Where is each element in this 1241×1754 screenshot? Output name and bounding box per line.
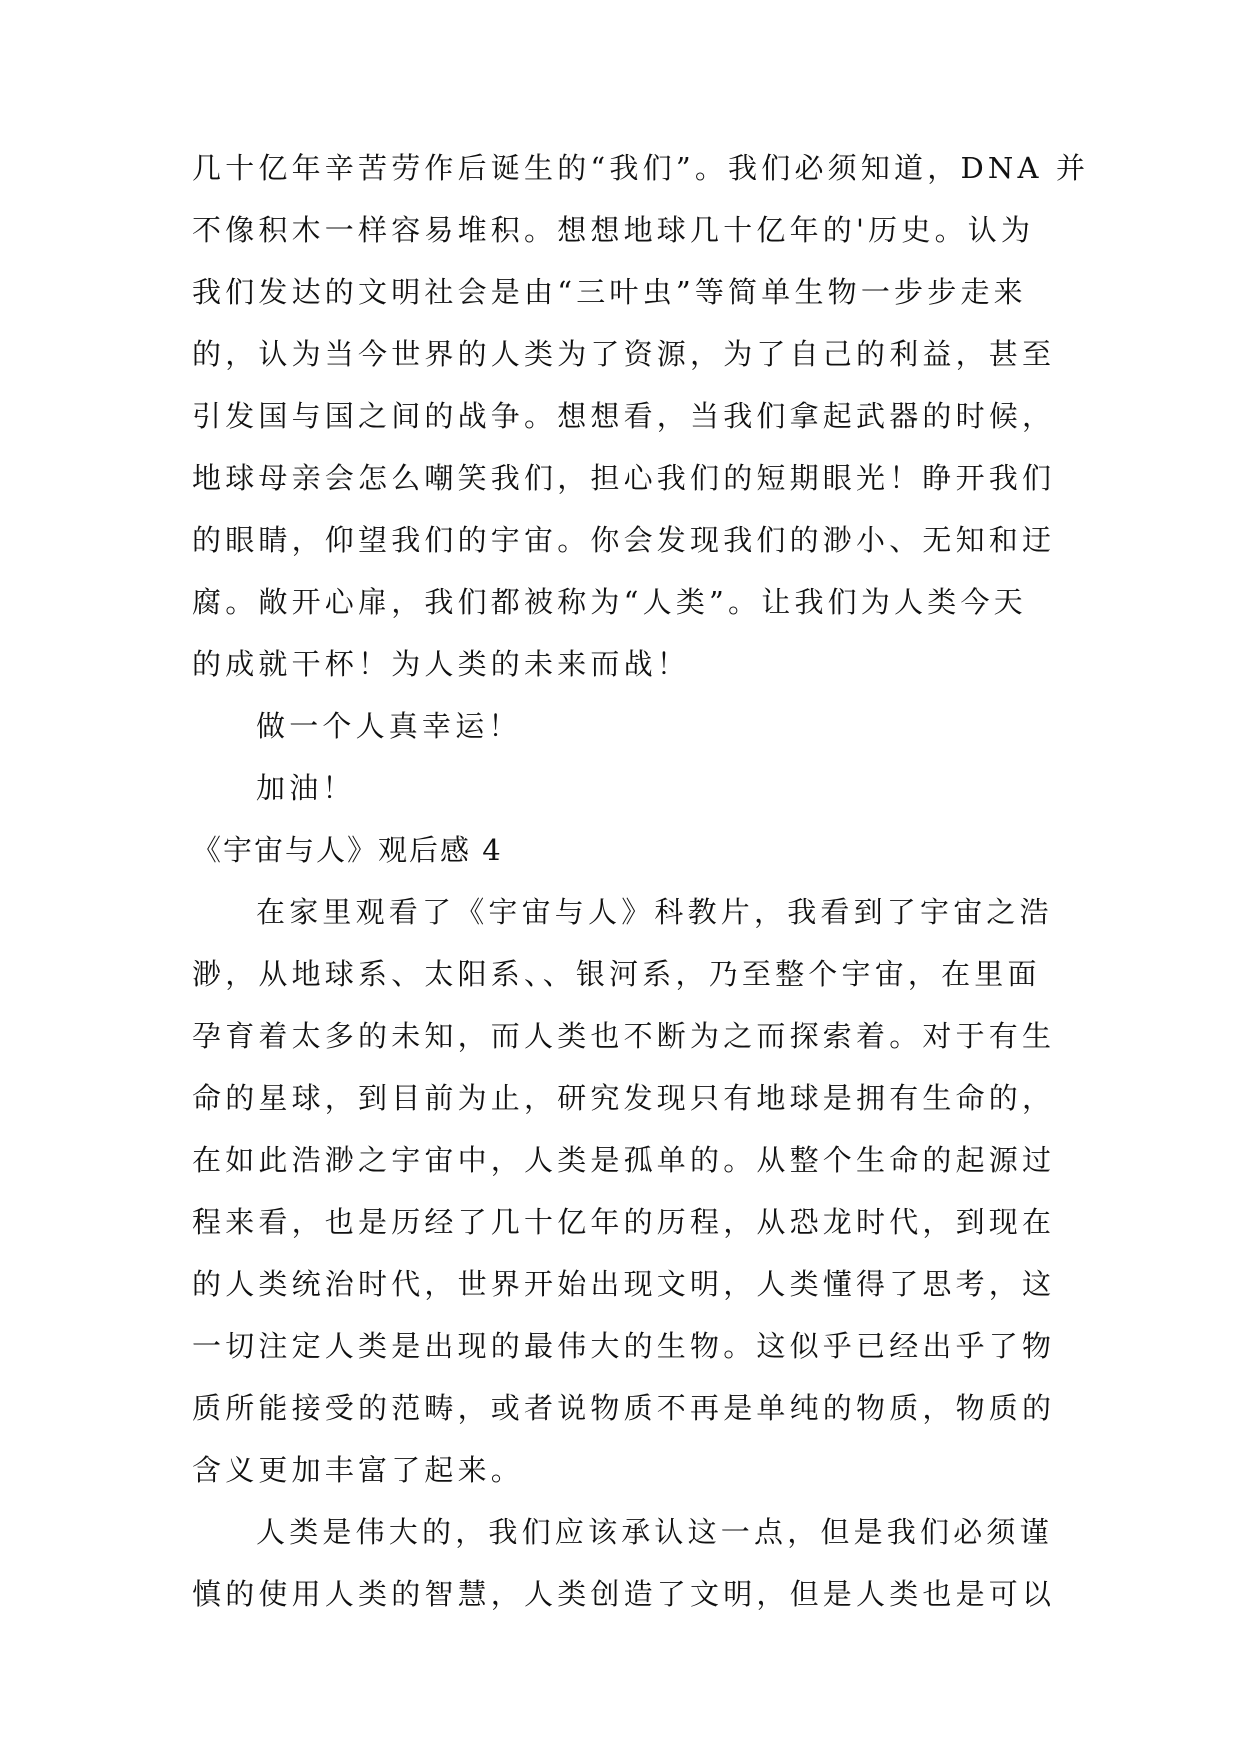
paragraph-2-line: 在如此浩渺之宇宙中，人类是孤单的。从整个生命的起源过 bbox=[192, 1143, 1056, 1177]
lucky-line: 做一个人真幸运！ bbox=[256, 709, 522, 743]
paragraph-1-line: 不像积木一样容易堆积。想想地球几十亿年的'历史。认为 bbox=[192, 213, 1035, 247]
paragraph-1-line: 的，认为当今世界的人类为了资源，为了自己的利益，甚至 bbox=[192, 337, 1056, 371]
paragraph-2-line: 含义更加丰富了起来。 bbox=[192, 1453, 525, 1487]
document-body bbox=[192, 137, 1090, 1625]
paragraph-2-line: 一切注定人类是出现的最伟大的生物。这似乎已经出乎了物 bbox=[192, 1329, 1056, 1363]
paragraph-2-line: 命的星球，到目前为止，研究发现只有地球是拥有生命的， bbox=[192, 1081, 1056, 1115]
paragraph-1-line: 引发国与国之间的战争。想想看，当我们拿起武器的时候， bbox=[192, 399, 1056, 433]
paragraph-3-line: 慎的使用人类的智慧，人类创造了文明，但是人类也是可以 bbox=[192, 1577, 1056, 1611]
paragraph-3-line: 人类是伟大的，我们应该承认这一点，但是我们必须谨 bbox=[256, 1515, 1053, 1549]
paragraph-2-line: 在家里观看了《宇宙与人》科教片，我看到了宇宙之浩 bbox=[256, 895, 1053, 929]
paragraph-1-line: 的眼睛，仰望我们的宇宙。你会发现我们的渺小、无知和迂 bbox=[192, 523, 1056, 557]
paragraph-1-line: 地球母亲会怎么嘲笑我们，担心我们的短期眼光！睁开我们 bbox=[192, 461, 1056, 495]
cheer-line: 加油！ bbox=[256, 771, 356, 805]
paragraph-2-line: 程来看，也是历经了几十亿年的历程，从恐龙时代，到现在 bbox=[192, 1205, 1056, 1239]
paragraph-2-line: 孕育着太多的未知，而人类也不断为之而探索着。对于有生 bbox=[192, 1019, 1056, 1053]
paragraph-2-line: 质所能接受的范畴，或者说物质不再是单纯的物质，物质的 bbox=[192, 1391, 1056, 1425]
paragraph-1-line: 我们发达的文明社会是由“三叶虫”等简单生物一步步走来 bbox=[192, 275, 1027, 309]
paragraph-1-line: 腐。敞开心扉，我们都被称为“人类”。让我们为人类今天 bbox=[192, 585, 1027, 619]
section-title: 《宇宙与人》观后感 4 bbox=[192, 833, 503, 867]
paragraph-1-line: 的成就干杯！为人类的未来而战！ bbox=[192, 647, 691, 681]
paragraph-2-line: 渺，从地球系、太阳系、、银河系，乃至整个宇宙，在里面 bbox=[192, 957, 1041, 991]
paragraph-2-line: 的人类统治时代，世界开始出现文明，人类懂得了思考，这 bbox=[192, 1267, 1056, 1301]
paragraph-1-line: 几十亿年辛苦劳作后诞生的“我们”。我们必须知道，DNA 并 bbox=[192, 151, 1090, 185]
